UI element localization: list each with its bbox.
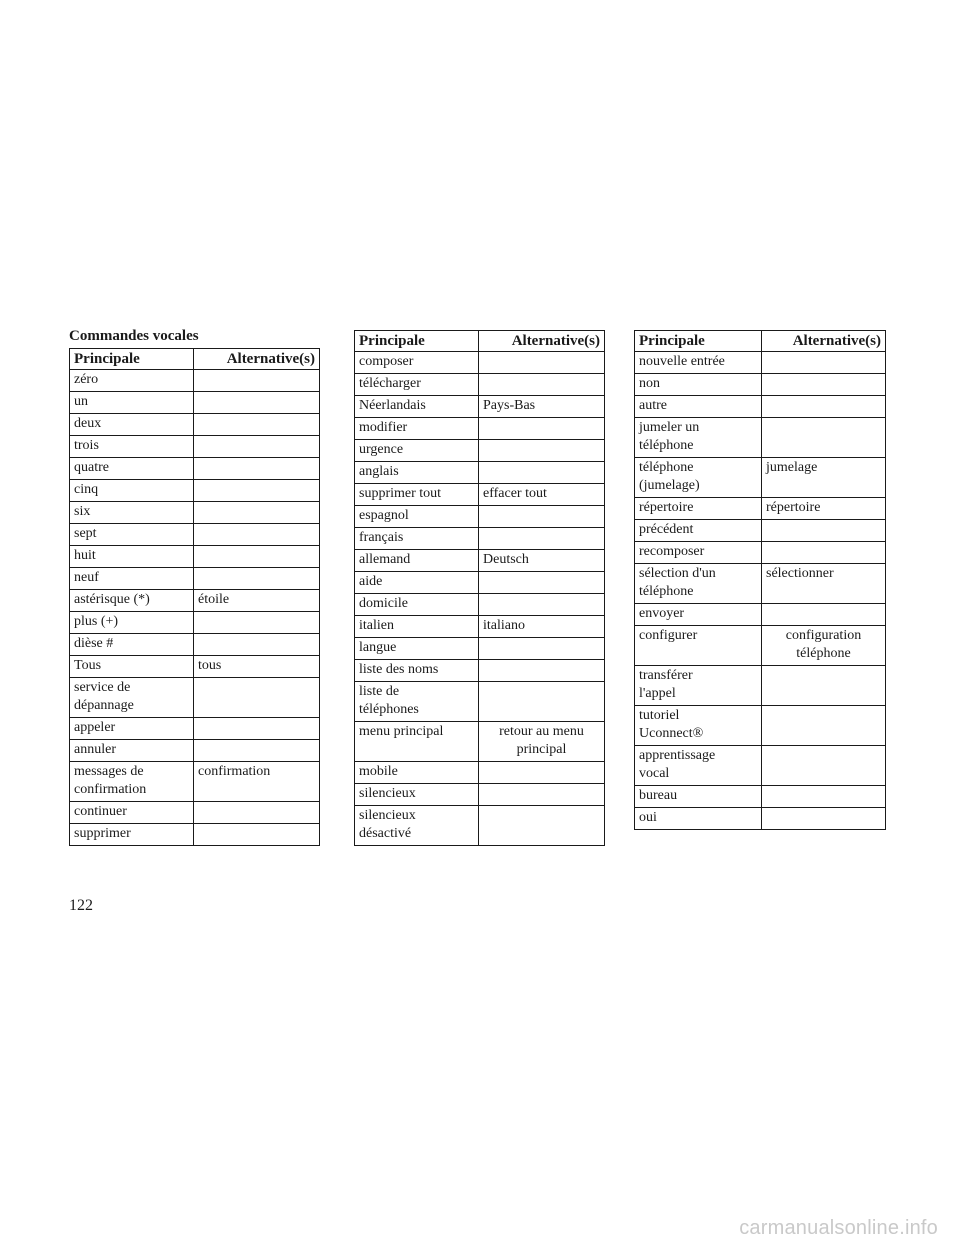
alternative-command-cell <box>194 392 320 414</box>
primary-command-cell: six <box>70 502 194 524</box>
table-row <box>70 740 320 762</box>
alternative-command-cell: retour au menu principal <box>479 722 605 762</box>
alternative-command-cell <box>479 528 605 550</box>
alternative-command-cell: sélectionner <box>762 564 886 604</box>
alternative-command-cell <box>194 718 320 740</box>
table-row <box>70 656 320 678</box>
table-header-row <box>635 331 886 352</box>
alternative-command-cell: Deutsch <box>479 550 605 572</box>
table-row <box>635 808 886 830</box>
alternative-command-cell <box>194 634 320 656</box>
table-row <box>635 374 886 396</box>
primary-command-cell: apprentissage vocal <box>635 746 762 786</box>
alternative-command-cell <box>762 746 886 786</box>
alternative-command-cell <box>479 594 605 616</box>
table-row <box>635 352 886 374</box>
table-row <box>70 458 320 480</box>
primary-command-cell: menu principal <box>355 722 479 762</box>
table-row <box>70 568 320 590</box>
alternative-command-cell <box>194 480 320 502</box>
table-row <box>355 806 605 846</box>
primary-command-cell: Tous <box>70 656 194 678</box>
table-row <box>355 784 605 806</box>
alternative-command-cell <box>479 762 605 784</box>
table-row <box>635 418 886 458</box>
primary-command-cell: envoyer <box>635 604 762 626</box>
primary-command-cell: sélection d'un téléphone <box>635 564 762 604</box>
primary-command-cell: huit <box>70 546 194 568</box>
alternative-command-cell: italiano <box>479 616 605 638</box>
primary-command-cell: urgence <box>355 440 479 462</box>
primary-command-cell: astérisque (*) <box>70 590 194 612</box>
table-row <box>635 626 886 666</box>
watermark: carmanualsonline.info <box>739 1217 938 1239</box>
primary-command-cell: aide <box>355 572 479 594</box>
column-header-primary: Principale <box>355 331 479 352</box>
table-row <box>635 396 886 418</box>
table-row <box>355 722 605 762</box>
table-row <box>70 370 320 392</box>
primary-command-cell: dièse # <box>70 634 194 656</box>
primary-command-cell: annuler <box>70 740 194 762</box>
primary-command-cell: oui <box>635 808 762 830</box>
alternative-command-cell: étoile <box>194 590 320 612</box>
table-row <box>355 660 605 682</box>
table-row <box>635 746 886 786</box>
alternative-command-cell <box>194 802 320 824</box>
alternative-command-cell <box>479 784 605 806</box>
alternative-command-cell <box>194 546 320 568</box>
alternative-command-cell <box>762 352 886 374</box>
alternative-command-cell <box>762 786 886 808</box>
alternative-command-cell <box>479 352 605 374</box>
table-row <box>70 524 320 546</box>
primary-command-cell: supprimer tout <box>355 484 479 506</box>
primary-command-cell: un <box>70 392 194 414</box>
table-row <box>355 594 605 616</box>
primary-command-cell: téléphone (jumelage) <box>635 458 762 498</box>
primary-command-cell: autre <box>635 396 762 418</box>
table-header-row <box>70 349 320 370</box>
primary-command-cell: plus (+) <box>70 612 194 634</box>
alternative-command-cell <box>194 568 320 590</box>
alternative-command-cell <box>479 572 605 594</box>
alternative-command-cell <box>479 440 605 462</box>
primary-command-cell: liste des noms <box>355 660 479 682</box>
table-row <box>70 546 320 568</box>
table-row <box>355 638 605 660</box>
primary-command-cell: configurer <box>635 626 762 666</box>
primary-command-cell: silencieux <box>355 784 479 806</box>
primary-command-cell: composer <box>355 352 479 374</box>
primary-command-cell: cinq <box>70 480 194 502</box>
alternative-command-cell: jumelage <box>762 458 886 498</box>
voice-commands-table-3 <box>634 330 886 830</box>
table-row <box>70 502 320 524</box>
table-row <box>355 440 605 462</box>
table-row <box>635 604 886 626</box>
primary-command-cell: non <box>635 374 762 396</box>
primary-command-cell: Néerlandais <box>355 396 479 418</box>
table-row <box>635 786 886 808</box>
primary-command-cell: espagnol <box>355 506 479 528</box>
table-row <box>635 498 886 520</box>
alternative-command-cell <box>762 542 886 564</box>
table-row <box>70 634 320 656</box>
primary-command-cell: liste de téléphones <box>355 682 479 722</box>
voice-commands-table-1 <box>69 348 320 846</box>
table-row <box>70 436 320 458</box>
primary-command-cell: télécharger <box>355 374 479 396</box>
table-row <box>635 706 886 746</box>
primary-command-cell: sept <box>70 524 194 546</box>
column-header-alternative: Alternative(s) <box>762 331 886 352</box>
primary-command-cell: italien <box>355 616 479 638</box>
table-row <box>355 418 605 440</box>
primary-command-cell: service de dépannage <box>70 678 194 718</box>
alternative-command-cell: effacer tout <box>479 484 605 506</box>
primary-command-cell: jumeler un téléphone <box>635 418 762 458</box>
primary-command-cell: trois <box>70 436 194 458</box>
table-row <box>70 392 320 414</box>
alternative-command-cell: tous <box>194 656 320 678</box>
table-row <box>70 678 320 718</box>
alternative-command-cell <box>194 414 320 436</box>
alternative-command-cell <box>762 604 886 626</box>
primary-command-cell: continuer <box>70 802 194 824</box>
alternative-command-cell: Pays-Bas <box>479 396 605 418</box>
primary-command-cell: messages de confirmation <box>70 762 194 802</box>
table-row <box>355 396 605 418</box>
primary-command-cell: quatre <box>70 458 194 480</box>
alternative-command-cell <box>194 740 320 762</box>
table-row <box>355 528 605 550</box>
alternative-command-cell <box>479 682 605 722</box>
alternative-command-cell: configuration téléphone <box>762 626 886 666</box>
alternative-command-cell <box>194 524 320 546</box>
alternative-command-cell <box>762 374 886 396</box>
alternative-command-cell <box>479 638 605 660</box>
primary-command-cell: transférer l'appel <box>635 666 762 706</box>
primary-command-cell: silencieux désactivé <box>355 806 479 846</box>
alternative-command-cell <box>194 612 320 634</box>
table-row <box>355 484 605 506</box>
column-header-primary: Principale <box>635 331 762 352</box>
primary-command-cell: recomposer <box>635 542 762 564</box>
table-row <box>355 762 605 784</box>
table-header-row <box>355 331 605 352</box>
primary-command-cell: neuf <box>70 568 194 590</box>
table-row <box>635 666 886 706</box>
column-header-primary: Principale <box>70 349 194 370</box>
table-row <box>70 612 320 634</box>
alternative-command-cell <box>479 506 605 528</box>
page-number: 122 <box>69 897 93 914</box>
alternative-command-cell: répertoire <box>762 498 886 520</box>
alternative-command-cell <box>479 660 605 682</box>
primary-command-cell: répertoire <box>635 498 762 520</box>
table-row <box>635 542 886 564</box>
section-title: Commandes vocales <box>69 328 199 344</box>
table-row <box>355 682 605 722</box>
alternative-command-cell <box>762 396 886 418</box>
table-row <box>355 462 605 484</box>
alternative-command-cell <box>762 808 886 830</box>
alternative-command-cell <box>762 520 886 542</box>
table-row <box>355 374 605 396</box>
table-row <box>70 802 320 824</box>
alternative-command-cell <box>762 418 886 458</box>
table-row <box>355 506 605 528</box>
primary-command-cell: allemand <box>355 550 479 572</box>
table-row <box>70 590 320 612</box>
alternative-command-cell <box>762 666 886 706</box>
alternative-command-cell <box>194 458 320 480</box>
table-row <box>635 458 886 498</box>
alternative-command-cell <box>194 824 320 846</box>
voice-commands-table-2 <box>354 330 605 846</box>
primary-command-cell: langue <box>355 638 479 660</box>
primary-command-cell: appeler <box>70 718 194 740</box>
primary-command-cell: supprimer <box>70 824 194 846</box>
primary-command-cell: précédent <box>635 520 762 542</box>
alternative-command-cell <box>194 678 320 718</box>
table-row <box>70 824 320 846</box>
table-row <box>355 616 605 638</box>
alternative-command-cell <box>479 462 605 484</box>
table-row <box>355 550 605 572</box>
alternative-command-cell <box>479 418 605 440</box>
table-row <box>70 480 320 502</box>
table-row <box>635 564 886 604</box>
primary-command-cell: nouvelle entrée <box>635 352 762 374</box>
primary-command-cell: domicile <box>355 594 479 616</box>
primary-command-cell: zéro <box>70 370 194 392</box>
primary-command-cell: tutoriel Uconnect® <box>635 706 762 746</box>
primary-command-cell: deux <box>70 414 194 436</box>
column-header-alternative: Alternative(s) <box>194 349 320 370</box>
alternative-command-cell <box>194 370 320 392</box>
table-row <box>635 520 886 542</box>
primary-command-cell: mobile <box>355 762 479 784</box>
table-row <box>70 414 320 436</box>
table-row <box>355 572 605 594</box>
alternative-command-cell: confirmation <box>194 762 320 802</box>
alternative-command-cell <box>194 436 320 458</box>
primary-command-cell: français <box>355 528 479 550</box>
primary-command-cell: bureau <box>635 786 762 808</box>
table-row <box>355 352 605 374</box>
column-header-alternative: Alternative(s) <box>479 331 605 352</box>
alternative-command-cell <box>194 502 320 524</box>
alternative-command-cell <box>479 374 605 396</box>
table-row <box>70 762 320 802</box>
primary-command-cell: anglais <box>355 462 479 484</box>
table-row <box>70 718 320 740</box>
alternative-command-cell <box>479 806 605 846</box>
primary-command-cell: modifier <box>355 418 479 440</box>
alternative-command-cell <box>762 706 886 746</box>
